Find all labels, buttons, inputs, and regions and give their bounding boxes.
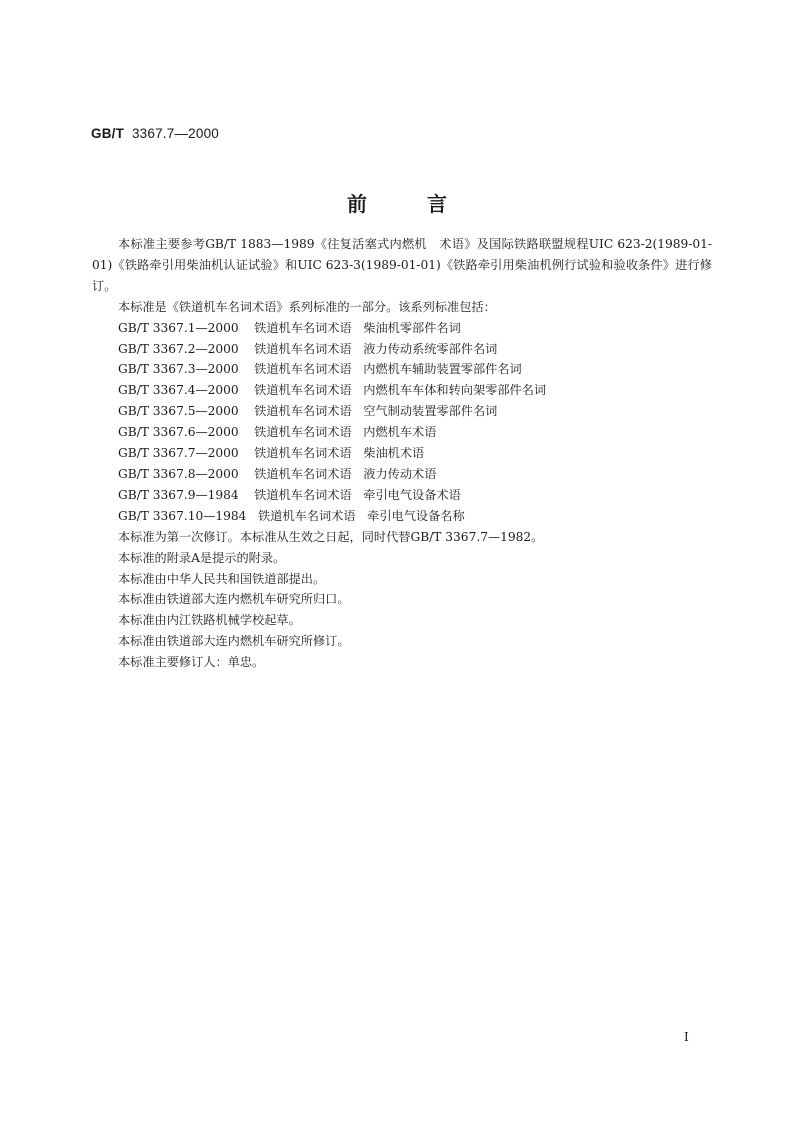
series-name: 铁道机车名词术语 bbox=[254, 487, 352, 502]
series-part: 液力传动术语 bbox=[363, 466, 437, 481]
series-code: GB/T 3367.6—2000 bbox=[118, 425, 239, 440]
series-code: GB/T 3367.4—2000 bbox=[118, 383, 239, 398]
series-part: 柴油机零部件名词 bbox=[363, 320, 461, 335]
page-title: 前言 bbox=[347, 192, 507, 216]
series-name: 铁道机车名词术语 bbox=[254, 404, 352, 419]
series-name: 铁道机车名词术语 bbox=[254, 466, 352, 481]
series-list bbox=[92, 318, 712, 527]
note-line: 本标准由铁道部大连内燃机车研究所归口。 bbox=[118, 592, 350, 607]
series-code: GB/T 3367.2—2000 bbox=[118, 341, 239, 356]
series-part: 内燃机车辅助装置零部件名词 bbox=[363, 362, 522, 377]
series-part: 空气制动装置零部件名词 bbox=[363, 404, 498, 419]
series-item bbox=[92, 380, 712, 401]
series-part: 牵引电气设备名称 bbox=[367, 508, 465, 523]
series-item bbox=[92, 485, 712, 506]
intro-paragraph: 本标准主要参考GB/T 1883—1989《往复活塞式内燃机 术语》及国际铁路联盟规程UIC 623-2(1989-01-01)《铁路牵引用柴油机认证试验》和UIC 623-3(1989-01-01)《铁路牵引用柴油机例行试验和验收条件》进行修订。 bbox=[92, 237, 712, 293]
note-line: 本标准由中华人民共和国铁道部提出。 bbox=[118, 571, 326, 586]
series-item bbox=[92, 422, 712, 443]
note-line: 本标准的附录A是提示的附录。 bbox=[118, 550, 286, 565]
series-intro: 本标准是《铁道机车名词术语》系列标准的一部分。该系列标准包括： bbox=[118, 299, 496, 314]
series-part: 内燃机车术语 bbox=[363, 425, 437, 440]
series-part: 液力传动系统零部件名词 bbox=[363, 341, 498, 356]
series-part: 牵引电气设备术语 bbox=[363, 487, 461, 502]
series-name: 铁道机车名词术语 bbox=[254, 425, 352, 440]
series-name: 铁道机车名词术语 bbox=[254, 446, 352, 461]
standard-number: 3367.7—2000 bbox=[131, 126, 219, 141]
series-name: 铁道机车名词术语 bbox=[254, 320, 352, 335]
series-name: 铁道机车名词术语 bbox=[254, 362, 352, 377]
series-code: GB/T 3367.7—2000 bbox=[118, 446, 239, 461]
series-item bbox=[92, 443, 712, 464]
note-line: 本标准为第一次修订。本标准从生效之日起，同时代替GB/T 3367.7—1982。 bbox=[118, 529, 544, 544]
series-part: 内燃机车车体和转向架零部件名词 bbox=[363, 383, 547, 398]
series-code: GB/T 3367.1—2000 bbox=[118, 320, 239, 335]
series-item bbox=[92, 359, 712, 380]
page-number: I bbox=[684, 1030, 689, 1044]
note-line: 本标准由铁道部大连内燃机车研究所修订。 bbox=[118, 634, 350, 649]
series-item bbox=[92, 339, 712, 360]
foreword-body bbox=[92, 234, 712, 673]
series-code: GB/T 3367.5—2000 bbox=[118, 404, 239, 419]
series-name: 铁道机车名词术语 bbox=[254, 383, 352, 398]
series-item bbox=[92, 401, 712, 422]
series-item bbox=[92, 506, 712, 527]
standard-code-header bbox=[91, 126, 219, 141]
note-line: 本标准由内江铁路机械学校起草。 bbox=[118, 613, 301, 628]
series-item bbox=[92, 464, 712, 485]
standard-prefix: GB/T bbox=[91, 126, 125, 141]
series-name: 铁道机车名词术语 bbox=[254, 341, 352, 356]
series-name: 铁道机车名词术语 bbox=[258, 508, 356, 523]
series-part: 柴油机术语 bbox=[363, 446, 425, 461]
series-code: GB/T 3367.8—2000 bbox=[118, 466, 239, 481]
series-code: GB/T 3367.9—1984 bbox=[118, 487, 239, 502]
note-line: 本标准主要修订人：单忠。 bbox=[118, 655, 265, 670]
series-code: GB/T 3367.10—1984 bbox=[118, 508, 247, 523]
series-code: GB/T 3367.3—2000 bbox=[118, 362, 239, 377]
series-item bbox=[92, 318, 712, 339]
